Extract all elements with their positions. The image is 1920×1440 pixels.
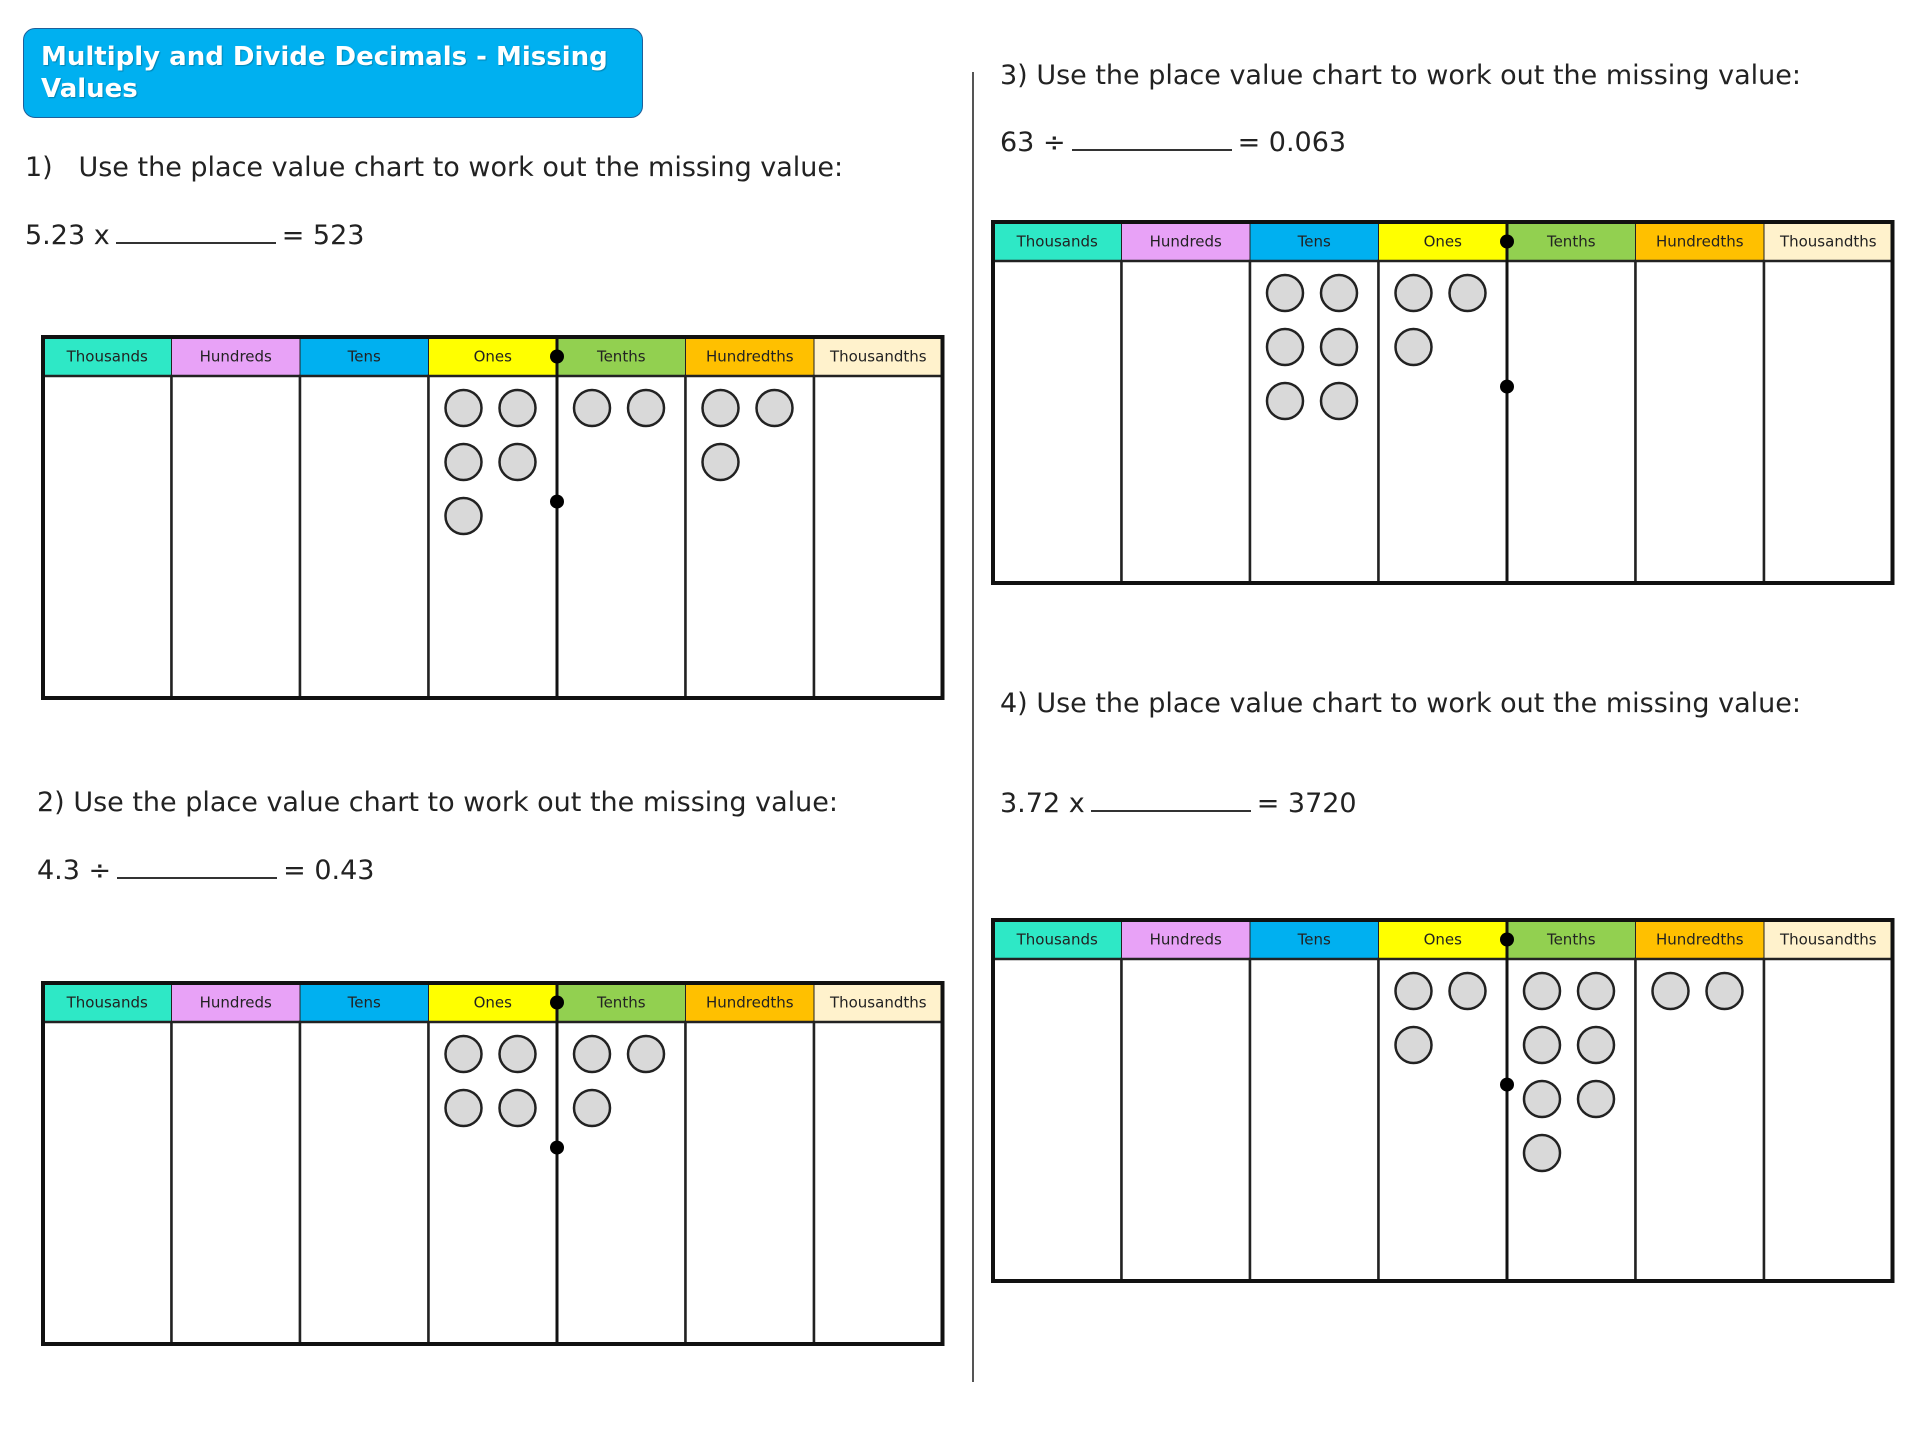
place-value-counter[interactable] [500,390,536,426]
question-2-answer-blank[interactable] [117,853,277,879]
place-value-counter[interactable] [1321,383,1357,419]
place-value-counter[interactable] [1524,1081,1560,1117]
question-3-answer-blank[interactable] [1072,125,1232,151]
column-cell-hundreds [1122,959,1251,1281]
place-value-counter[interactable] [628,1036,664,1072]
place-value-counter[interactable] [446,1090,482,1126]
column-header-label-hundreds: Hundreds [1149,930,1222,949]
place-value-counter[interactable] [574,1090,610,1126]
column-cell-tens [1250,959,1379,1281]
column-header-label-tens: Tens [347,347,381,366]
place-value-chart-4 [993,920,1893,1281]
question-1-eq-left: 5.23 x [25,220,110,251]
question-4-number: 4) [1000,688,1028,719]
question-3-prompt [1000,60,1801,91]
column-header-label-ones: Ones [473,347,512,366]
column-header-label-tenths: Tenths [596,347,646,366]
place-value-counter[interactable] [446,498,482,534]
column-cell-thousands [43,1022,172,1344]
column-cell-hundredths [686,376,815,698]
column-header-label-hundredths: Hundredths [1655,232,1744,251]
place-value-counter[interactable] [500,1090,536,1126]
decimal-point-dot [1500,235,1514,249]
question-3-eq-left: 63 ÷ [1000,127,1066,158]
question-4-prompt [1000,688,1801,719]
place-value-counter[interactable] [1653,973,1689,1009]
place-value-counter[interactable] [446,444,482,480]
column-cell-tens [300,376,429,698]
column-cell-thousands [993,261,1122,583]
column-header-label-tenths: Tenths [1546,232,1596,251]
column-header-label-tenths: Tenths [596,993,646,1012]
place-value-counter[interactable] [446,1036,482,1072]
column-header-label-tens: Tens [347,993,381,1012]
place-value-counter[interactable] [1707,973,1743,1009]
question-1-eq-right: = 523 [281,220,365,251]
decimal-point-dot [550,350,564,364]
place-value-counter[interactable] [1321,275,1357,311]
question-3-number: 3) [1000,60,1028,91]
column-cell-thousandths [1764,261,1893,583]
place-value-counter[interactable] [703,444,739,480]
column-header-label-thousands: Thousands [66,347,148,366]
place-value-chart-svg [43,337,943,698]
place-value-counter[interactable] [1578,973,1614,1009]
column-cell-tens [300,1022,429,1344]
column-cell-ones [1379,261,1508,583]
column-cell-thousandths [814,1022,943,1344]
place-value-counter[interactable] [1578,1027,1614,1063]
column-cell-ones [429,376,558,698]
column-cell-thousands [993,959,1122,1281]
place-value-counter[interactable] [1524,973,1560,1009]
column-header-label-hundredths: Hundredths [705,993,794,1012]
place-value-counter[interactable] [1578,1081,1614,1117]
decimal-point-dot [550,1141,564,1155]
place-value-counter[interactable] [703,390,739,426]
column-cell-thousands [43,376,172,698]
place-value-counter[interactable] [1396,973,1432,1009]
column-cell-tenths [557,1022,686,1344]
question-2-number: 2) [37,787,65,818]
column-header-label-hundredths: Hundredths [705,347,794,366]
place-value-counter[interactable] [1321,329,1357,365]
decimal-point-dot [1500,933,1514,947]
column-cell-hundredths [1636,959,1765,1281]
question-2-prompt [37,787,838,818]
place-value-counter[interactable] [500,1036,536,1072]
column-cell-hundreds [172,376,301,698]
page-divider [972,72,974,1382]
column-header-label-thousandths: Thousandths [829,347,927,366]
place-value-counter[interactable] [574,1036,610,1072]
column-cell-ones [429,1022,558,1344]
column-header-label-thousands: Thousands [1016,930,1098,949]
place-value-counter[interactable] [1267,329,1303,365]
place-value-counter[interactable] [1396,1027,1432,1063]
question-1-prompt [25,152,843,183]
column-header-label-thousands: Thousands [66,993,148,1012]
column-header-label-tens: Tens [1297,930,1331,949]
column-header-label-thousandths: Thousandths [1779,232,1877,251]
decimal-point-dot [1500,1078,1514,1092]
question-3-equation [1000,125,1346,158]
worksheet-title: Multiply and Divide Decimals - Missing Values [23,28,643,118]
column-cell-thousandths [1764,959,1893,1281]
question-3-eq-right: = 0.063 [1237,127,1347,158]
question-4-answer-blank[interactable] [1091,786,1251,812]
place-value-counter[interactable] [628,390,664,426]
place-value-counter[interactable] [1396,329,1432,365]
column-header-label-thousandths: Thousandths [829,993,927,1012]
place-value-counter[interactable] [446,390,482,426]
place-value-chart-3 [993,222,1893,583]
place-value-chart-svg [993,222,1893,583]
question-4-text: Use the place value chart to work out the missing value: [1036,688,1801,719]
question-1-text: Use the place value chart to work out the missing value: [78,152,844,183]
column-cell-hundredths [1636,261,1765,583]
place-value-counter[interactable] [1267,275,1303,311]
place-value-counter[interactable] [1524,1027,1560,1063]
column-cell-tenths [557,376,686,698]
column-cell-tenths [1507,959,1636,1281]
column-header-label-hundreds: Hundreds [1149,232,1222,251]
column-header-label-ones: Ones [473,993,512,1012]
question-4-equation [1000,786,1357,819]
question-2-eq-left: 4.3 ÷ [37,855,112,886]
place-value-chart-svg [993,920,1893,1281]
column-header-label-ones: Ones [1423,232,1462,251]
question-3-text: Use the place value chart to work out the missing value: [1036,60,1801,91]
question-2-equation [37,853,374,886]
decimal-point-dot [550,495,564,509]
column-cell-thousandths [814,376,943,698]
question-2-eq-right: = 0.43 [283,855,375,886]
column-header-label-tenths: Tenths [1546,930,1596,949]
column-cell-ones [1379,959,1508,1281]
question-2-text: Use the place value chart to work out the missing value: [73,787,838,818]
place-value-counter[interactable] [1396,275,1432,311]
place-value-counter[interactable] [757,390,793,426]
place-value-counter[interactable] [1450,275,1486,311]
column-header-label-hundreds: Hundreds [199,993,272,1012]
place-value-counter[interactable] [1267,383,1303,419]
column-header-label-tens: Tens [1297,232,1331,251]
column-cell-hundreds [1122,261,1251,583]
place-value-chart-1 [43,337,943,698]
column-header-label-thousands: Thousands [1016,232,1098,251]
place-value-chart-2 [43,983,943,1344]
column-cell-tens [1250,261,1379,583]
question-1-equation [25,218,364,251]
question-4-eq-left: 3.72 x [1000,788,1085,819]
decimal-point-dot [1500,380,1514,394]
column-header-label-thousandths: Thousandths [1779,930,1877,949]
column-cell-tenths [1507,261,1636,583]
question-4-eq-right: = 3720 [1256,788,1357,819]
column-cell-hundreds [172,1022,301,1344]
column-header-label-hundreds: Hundreds [199,347,272,366]
place-value-counter[interactable] [574,390,610,426]
place-value-counter[interactable] [1450,973,1486,1009]
place-value-counter[interactable] [1524,1135,1560,1171]
column-header-label-hundredths: Hundredths [1655,930,1744,949]
place-value-counter[interactable] [500,444,536,480]
decimal-point-dot [550,996,564,1010]
column-cell-hundredths [686,1022,815,1344]
question-1-number: 1) [25,152,53,183]
question-1-answer-blank[interactable] [116,218,276,244]
place-value-chart-svg [43,983,943,1344]
column-header-label-ones: Ones [1423,930,1462,949]
